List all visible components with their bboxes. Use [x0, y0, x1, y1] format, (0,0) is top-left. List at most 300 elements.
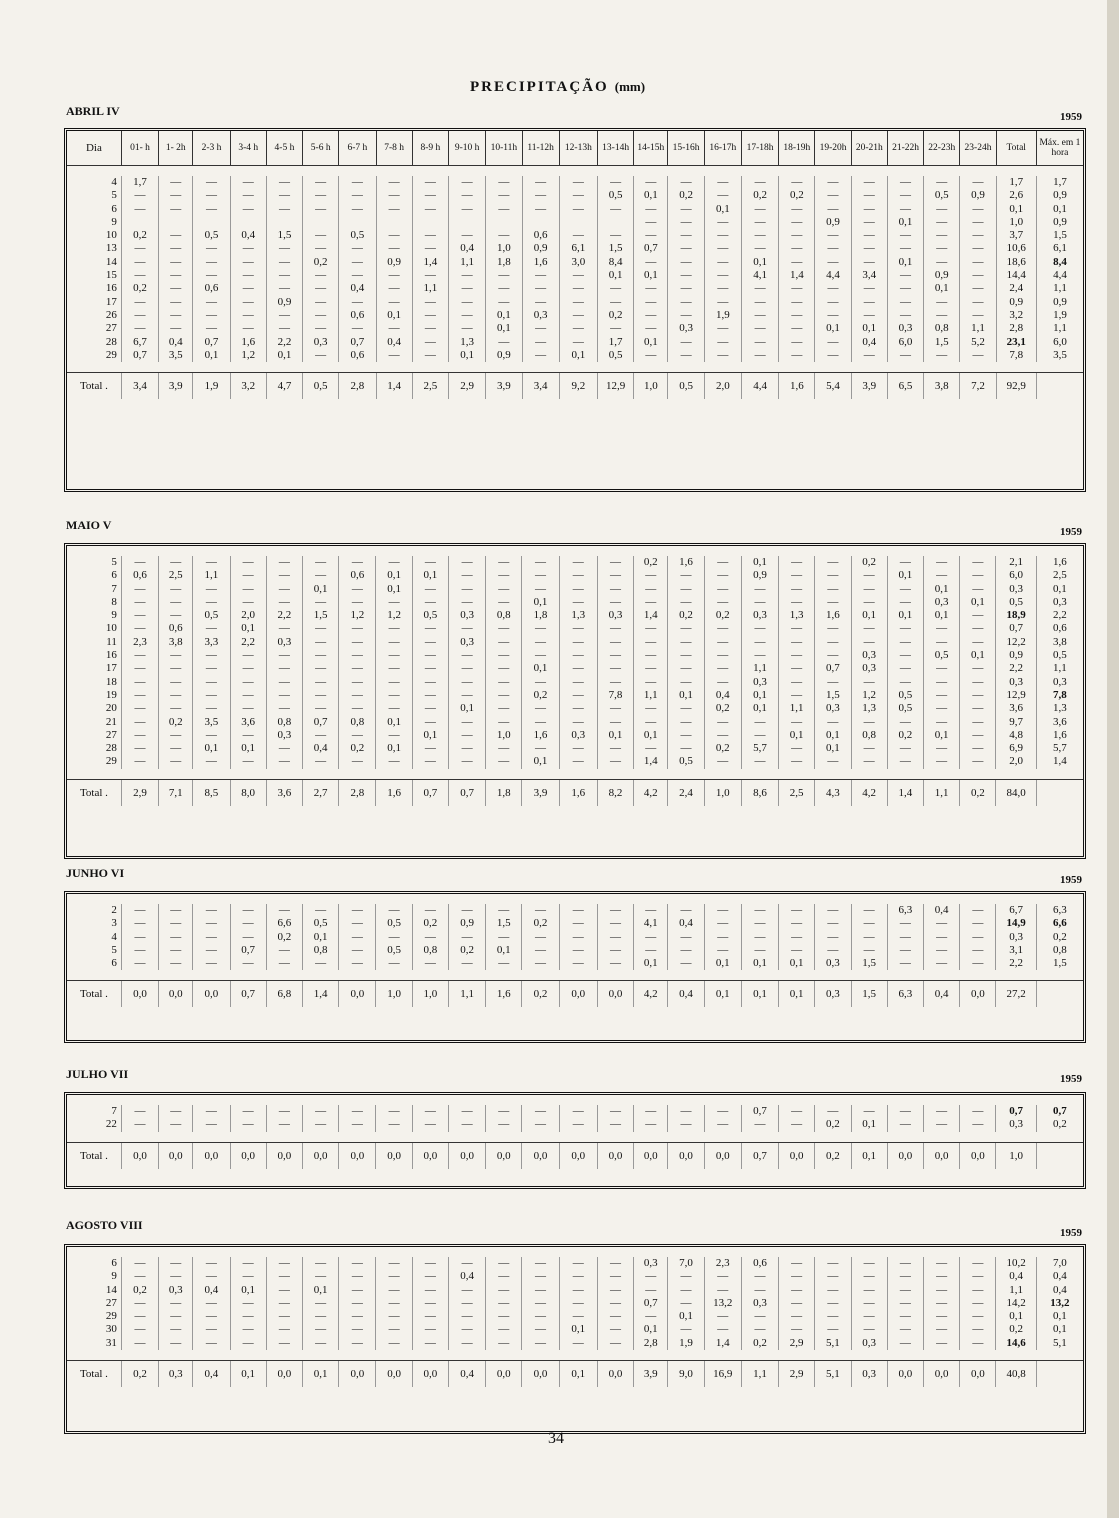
hour-cell: — — [230, 729, 266, 742]
hour-cell: — — [121, 716, 158, 729]
hour-cell: — — [376, 1323, 412, 1336]
total-value: 92,9 — [996, 373, 1036, 400]
day-cell: 29 — [105, 1310, 117, 1323]
total-value: 0,0 — [193, 1142, 230, 1169]
hour-cell: — — [741, 1284, 778, 1297]
hour-cell: — — [303, 1270, 339, 1283]
hour-cell: — — [668, 1270, 704, 1283]
hour-cell: 0,1 — [924, 729, 960, 742]
hour-cell: — — [597, 583, 633, 596]
hour-cell: 0,1 — [266, 349, 302, 362]
hour-cell: 0,9 — [448, 917, 485, 930]
max-hour-cell: 13,2 — [1036, 1297, 1083, 1310]
hour-cell: — — [851, 917, 887, 930]
hour-cell: — — [448, 689, 485, 702]
hour-cell: — — [193, 917, 230, 930]
hour-cell: — — [339, 596, 376, 609]
hour-cell: — — [597, 1257, 633, 1270]
hour-cell: — — [266, 702, 302, 715]
total-value: 0,2 — [960, 779, 996, 806]
total-value: 0,0 — [779, 1142, 815, 1169]
hour-cell: — — [559, 1118, 597, 1131]
hour-cell: — — [960, 636, 996, 649]
total-value: 1,0 — [634, 373, 668, 400]
hour-cell: — — [960, 1270, 996, 1283]
total-cell: 0,3 — [996, 1118, 1036, 1131]
hour-cell: — — [448, 729, 485, 742]
hour-cell: 0,1 — [412, 569, 448, 582]
hour-cell: — — [376, 556, 412, 569]
table-row — [67, 596, 1083, 609]
hour-cell: 1,1 — [193, 569, 230, 582]
hour-cell: 3,3 — [193, 636, 230, 649]
hour-cell: — — [159, 1105, 193, 1118]
hour-cell: — — [704, 242, 741, 255]
hour-cell: — — [924, 1270, 960, 1283]
hour-cell: — — [704, 931, 741, 944]
hour-cell: — — [522, 716, 559, 729]
total-label: Total . — [67, 373, 121, 400]
hour-cell: — — [486, 1284, 522, 1297]
hour-cell: 1,6 — [815, 609, 851, 622]
hour-cell: — — [559, 1337, 597, 1350]
hour-cell: — — [486, 282, 522, 295]
hour-cell: — — [559, 649, 597, 662]
hour-cell: — — [559, 1297, 597, 1310]
hour-cell: — — [303, 1118, 339, 1131]
max-hour-cell: 0,4 — [1036, 1284, 1083, 1297]
total-value: 2,9 — [449, 373, 486, 400]
column-header: 21-22h — [887, 131, 923, 166]
max-hour-cell: 0,9 — [1036, 296, 1083, 309]
hour-cell: — — [597, 596, 633, 609]
hour-cell: 0,1 — [486, 944, 522, 957]
hour-cell: — — [887, 1323, 923, 1336]
hour-cell: — — [960, 556, 996, 569]
hour-cell: — — [924, 1284, 960, 1297]
hour-cell: 0,1 — [741, 556, 778, 569]
hour-cell: — — [668, 742, 704, 755]
hour-cell: — — [815, 1270, 851, 1283]
hour-cell: — — [376, 904, 412, 917]
total-value: 0,0 — [193, 981, 230, 1008]
month-name: JULHO VII — [66, 1067, 129, 1081]
hour-cell: — — [486, 1105, 522, 1118]
day-cell: 19 — [105, 688, 117, 701]
hour-cell: — — [412, 583, 448, 596]
hour-cell: — — [448, 1284, 485, 1297]
total-value: 0,1 — [851, 1142, 887, 1169]
hour-cell: — — [412, 1337, 448, 1350]
total-row — [67, 981, 1083, 1008]
hour-cell: 0,3 — [851, 649, 887, 662]
hour-cell: 0,1 — [376, 742, 412, 755]
total-value: 1,0 — [996, 1142, 1036, 1169]
hour-cell: — — [486, 203, 522, 216]
hour-cell: 1,5 — [598, 242, 634, 255]
max-hour-cell: 6,6 — [1036, 917, 1083, 930]
hour-cell: — — [339, 755, 376, 768]
hour-cell: — — [887, 1105, 923, 1118]
hour-cell: — — [704, 216, 741, 229]
hour-cell: — — [193, 242, 230, 255]
hour-cell: 0,4 — [339, 282, 376, 295]
table-row — [67, 957, 1083, 970]
total-row — [67, 373, 1083, 400]
hour-cell: — — [448, 1257, 485, 1270]
hour-cell: — — [559, 636, 597, 649]
hour-cell: — — [266, 596, 302, 609]
hour-cell: — — [266, 1105, 302, 1118]
hour-cell: — — [486, 662, 522, 675]
total-value: 0,7 — [230, 981, 266, 1008]
hour-cell: — — [815, 596, 851, 609]
hour-cell: — — [121, 1118, 158, 1131]
hour-cell: — — [887, 282, 923, 295]
max-hour-cell: 0,8 — [1036, 944, 1083, 957]
hour-cell: — — [779, 1270, 815, 1283]
total-value: 16,9 — [704, 1361, 741, 1388]
hour-cell: — — [741, 729, 778, 742]
hour-cell: — — [851, 349, 887, 362]
hour-cell: 1,0 — [486, 242, 522, 255]
hour-cell: — — [486, 296, 522, 309]
spacer-row — [67, 894, 1083, 904]
hour-cell: 0,2 — [741, 1337, 778, 1350]
table-row — [67, 583, 1083, 596]
hour-cell: 0,1 — [559, 349, 597, 362]
hour-cell: — — [598, 322, 634, 335]
hour-cell: 0,1 — [668, 1310, 704, 1323]
hour-cell: — — [779, 596, 815, 609]
total-value: 0,5 — [303, 373, 339, 400]
header-row — [67, 131, 1083, 166]
hour-cell: — — [559, 931, 597, 944]
hour-cell: — — [486, 1310, 522, 1323]
hour-cell: — — [741, 336, 778, 349]
hour-cell: 2,2 — [266, 336, 302, 349]
hour-cell: — — [668, 596, 704, 609]
hour-cell: — — [704, 596, 741, 609]
hour-cell: — — [960, 1118, 996, 1131]
hour-cell: — — [486, 904, 522, 917]
hour-cell: — — [741, 649, 778, 662]
hour-cell: 1,9 — [704, 309, 741, 322]
hour-cell: — — [522, 189, 559, 202]
hour-cell: — — [634, 931, 668, 944]
hour-cell: — — [559, 1310, 597, 1323]
hour-cell: — — [704, 1323, 741, 1336]
hour-cell: — — [887, 556, 923, 569]
hour-cell: — — [779, 203, 815, 216]
hour-cell: 0,4 — [376, 336, 412, 349]
hour-cell: — — [779, 649, 815, 662]
hour-cell: — — [851, 1297, 887, 1310]
hour-cell: 7,8 — [597, 689, 633, 702]
total-value: 6,8 — [266, 981, 302, 1008]
hour-cell: — — [924, 556, 960, 569]
hour-cell: — — [704, 944, 741, 957]
hour-cell: 0,4 — [159, 336, 193, 349]
hour-cell: 0,2 — [412, 917, 448, 930]
max-hour-cell: 0,7 — [1036, 1105, 1083, 1118]
hour-cell: — — [559, 944, 597, 957]
hour-cell: 0,3 — [266, 729, 302, 742]
hour-cell: 0,7 — [741, 1105, 778, 1118]
hour-cell: — — [412, 742, 448, 755]
hour-cell: 0,3 — [924, 596, 960, 609]
hour-cell: — — [597, 1310, 633, 1323]
hour-cell: 0,3 — [851, 1337, 887, 1350]
hour-cell: — — [376, 702, 412, 715]
hour-cell: — — [668, 336, 704, 349]
total-value: 0,1 — [559, 1361, 597, 1388]
hour-cell: — — [193, 676, 230, 689]
total-value: 7,2 — [960, 373, 996, 400]
hour-cell: — — [634, 904, 668, 917]
hour-cell: — — [159, 176, 193, 189]
hour-cell: 1,5 — [851, 957, 887, 970]
hour-cell: 0,1 — [303, 583, 339, 596]
total-value: 4,2 — [634, 981, 668, 1008]
hour-cell: — — [815, 583, 851, 596]
hour-cell: — — [741, 176, 778, 189]
total-cell: 3,6 — [996, 702, 1036, 715]
max-hour-cell: 1,7 — [1036, 176, 1083, 189]
total-cell: 14,9 — [996, 917, 1036, 930]
hour-cell: — — [339, 1118, 376, 1131]
hour-cell: — — [449, 229, 486, 242]
total-value: 40,8 — [996, 1361, 1036, 1388]
hour-cell: — — [266, 556, 302, 569]
hour-cell: — — [960, 1257, 996, 1270]
hour-cell: 0,1 — [193, 742, 230, 755]
hour-cell: 0,9 — [486, 349, 522, 362]
total-value: 3,2 — [230, 373, 266, 400]
hour-cell: — — [559, 1105, 597, 1118]
hour-cell: — — [266, 203, 302, 216]
hour-cell: — — [559, 917, 597, 930]
hour-cell: — — [924, 1257, 960, 1270]
hour-cell: — — [851, 944, 887, 957]
hour-cell: 0,5 — [193, 609, 230, 622]
hour-cell: 0,4 — [303, 742, 339, 755]
hour-cell: — — [448, 676, 485, 689]
hour-cell: — — [376, 1257, 412, 1270]
max-hour-cell: 1,1 — [1036, 282, 1083, 295]
hour-cell: — — [668, 636, 704, 649]
hour-cell: — — [486, 269, 522, 282]
hour-cell: — — [960, 269, 996, 282]
total-value: 0,0 — [887, 1361, 923, 1388]
max-hour-cell: 3,8 — [1036, 636, 1083, 649]
table-row — [67, 636, 1083, 649]
hour-cell: — — [887, 349, 923, 362]
hour-cell: — — [779, 689, 815, 702]
hour-cell: — — [522, 957, 559, 970]
hour-cell: — — [303, 282, 339, 295]
hour-cell: — — [448, 1105, 485, 1118]
hour-cell: — — [266, 256, 302, 269]
hour-cell: — — [779, 296, 815, 309]
hour-cell: 0,8 — [339, 716, 376, 729]
total-value: 0,7 — [741, 1142, 778, 1169]
hour-cell: — — [486, 336, 522, 349]
hour-cell: 0,1 — [779, 957, 815, 970]
hour-cell: 0,1 — [960, 596, 996, 609]
hour-cell: — — [741, 282, 778, 295]
hour-cell: — — [193, 755, 230, 768]
hour-cell: — — [121, 622, 158, 635]
hour-cell: — — [230, 931, 266, 944]
hour-cell: — — [266, 904, 302, 917]
hour-cell: — — [159, 256, 193, 269]
hour-cell: — — [486, 569, 522, 582]
hour-cell: — — [851, 676, 887, 689]
hour-cell: — — [339, 176, 376, 189]
max-hour-cell: 1,6 — [1036, 556, 1083, 569]
hour-cell: — — [159, 229, 193, 242]
total-value: 0,2 — [522, 981, 559, 1008]
total-value: 8,5 — [193, 779, 230, 806]
hour-cell: — — [779, 1118, 815, 1131]
hour-cell: — — [559, 622, 597, 635]
hour-cell: — — [779, 944, 815, 957]
hour-cell: — — [924, 309, 960, 322]
total-value: 0,0 — [522, 1142, 559, 1169]
hour-cell: — — [924, 203, 960, 216]
day-cell: 9 — [111, 609, 117, 622]
hour-cell: — — [266, 1118, 302, 1131]
hour-cell: — — [486, 957, 522, 970]
hour-cell: 2,2 — [230, 636, 266, 649]
hour-cell: — — [121, 649, 158, 662]
hour-cell: — — [121, 309, 158, 322]
hour-cell: — — [230, 269, 266, 282]
hour-cell: — — [597, 957, 633, 970]
month-name: ABRIL IV — [66, 104, 120, 118]
hour-cell: — — [887, 944, 923, 957]
hour-cell: 0,7 — [121, 349, 158, 362]
hour-cell: — — [668, 931, 704, 944]
hour-cell: — — [412, 1284, 448, 1297]
table-row — [67, 904, 1083, 917]
hour-cell — [486, 216, 522, 229]
hour-cell: — — [815, 931, 851, 944]
hour-cell: — — [448, 1337, 485, 1350]
day-cell: 27 — [105, 322, 117, 335]
hour-cell: — — [522, 296, 559, 309]
hour-cell: — — [559, 309, 597, 322]
hour-cell: — — [960, 1284, 996, 1297]
hour-cell: — — [376, 269, 412, 282]
hour-cell: — — [741, 229, 778, 242]
hour-cell: 1,2 — [339, 609, 376, 622]
hour-cell: — — [779, 1310, 815, 1323]
hour-cell: — — [704, 176, 741, 189]
hour-cell: — — [634, 569, 668, 582]
total-cell: 2,2 — [996, 957, 1036, 970]
total-cell: 6,0 — [996, 569, 1036, 582]
total-value: 0,0 — [121, 981, 158, 1008]
hour-cell: 0,2 — [522, 917, 559, 930]
column-header: 12-13h — [559, 131, 597, 166]
hour-cell: — — [303, 296, 339, 309]
hour-cell: 13,2 — [704, 1297, 741, 1310]
hour-cell: — — [230, 556, 266, 569]
hour-cell: — — [960, 622, 996, 635]
hour-cell: — — [960, 676, 996, 689]
hour-cell: — — [779, 716, 815, 729]
total-value: 0,0 — [486, 1142, 522, 1169]
hour-cell: — — [815, 282, 851, 295]
hour-cell: 3,5 — [193, 716, 230, 729]
column-header: 19-20h — [815, 131, 851, 166]
hour-cell: 0,9 — [960, 189, 996, 202]
hour-cell: — — [230, 702, 266, 715]
hour-cell: — — [924, 742, 960, 755]
day-cell: 27 — [105, 1296, 117, 1309]
hour-cell: — — [486, 1323, 522, 1336]
hour-cell: 1,2 — [230, 349, 266, 362]
hour-cell: 0,9 — [815, 216, 851, 229]
hour-cell: — — [559, 556, 597, 569]
hour-cell: — — [815, 917, 851, 930]
hour-cell: 0,1 — [230, 742, 266, 755]
hour-cell: — — [597, 569, 633, 582]
hour-cell: — — [815, 676, 851, 689]
hour-cell: — — [121, 944, 158, 957]
hour-cell: — — [704, 349, 741, 362]
day-cell: 17 — [105, 662, 117, 675]
hour-cell: — — [924, 689, 960, 702]
hour-cell: — — [303, 556, 339, 569]
hour-cell: — — [887, 1284, 923, 1297]
total-cell: 3,1 — [996, 944, 1036, 957]
spacer-row — [67, 362, 1083, 373]
total-value: 2,5 — [779, 779, 815, 806]
hour-cell: — — [121, 742, 158, 755]
total-value: 3,6 — [266, 779, 302, 806]
hour-cell: 4,1 — [634, 917, 668, 930]
table-row — [67, 203, 1083, 216]
hour-cell: — — [376, 676, 412, 689]
hour-cell: 3,0 — [559, 256, 597, 269]
hour-cell: — — [121, 1105, 158, 1118]
hour-cell: 0,5 — [303, 917, 339, 930]
hour-cell: 0,5 — [376, 944, 412, 957]
hour-cell: — — [741, 917, 778, 930]
hour-cell: — — [960, 176, 996, 189]
total-label: Total . — [67, 779, 121, 806]
hour-cell: — — [779, 583, 815, 596]
hour-cell: — — [779, 242, 815, 255]
hour-cell: — — [121, 189, 158, 202]
hour-cell: — — [924, 296, 960, 309]
hour-cell: 0,5 — [598, 349, 634, 362]
hour-cell: — — [449, 309, 486, 322]
hour-cell: — — [121, 917, 158, 930]
total-value: 0,0 — [339, 1361, 376, 1388]
day-cell: 7 — [111, 1105, 117, 1117]
hour-cell: — — [634, 176, 668, 189]
hour-cell: 0,2 — [121, 229, 158, 242]
hour-cell: 1,4 — [634, 755, 668, 768]
total-value: 4,2 — [634, 779, 668, 806]
hour-cell: — — [303, 622, 339, 635]
hour-cell: — — [412, 636, 448, 649]
hour-cell: — — [559, 702, 597, 715]
